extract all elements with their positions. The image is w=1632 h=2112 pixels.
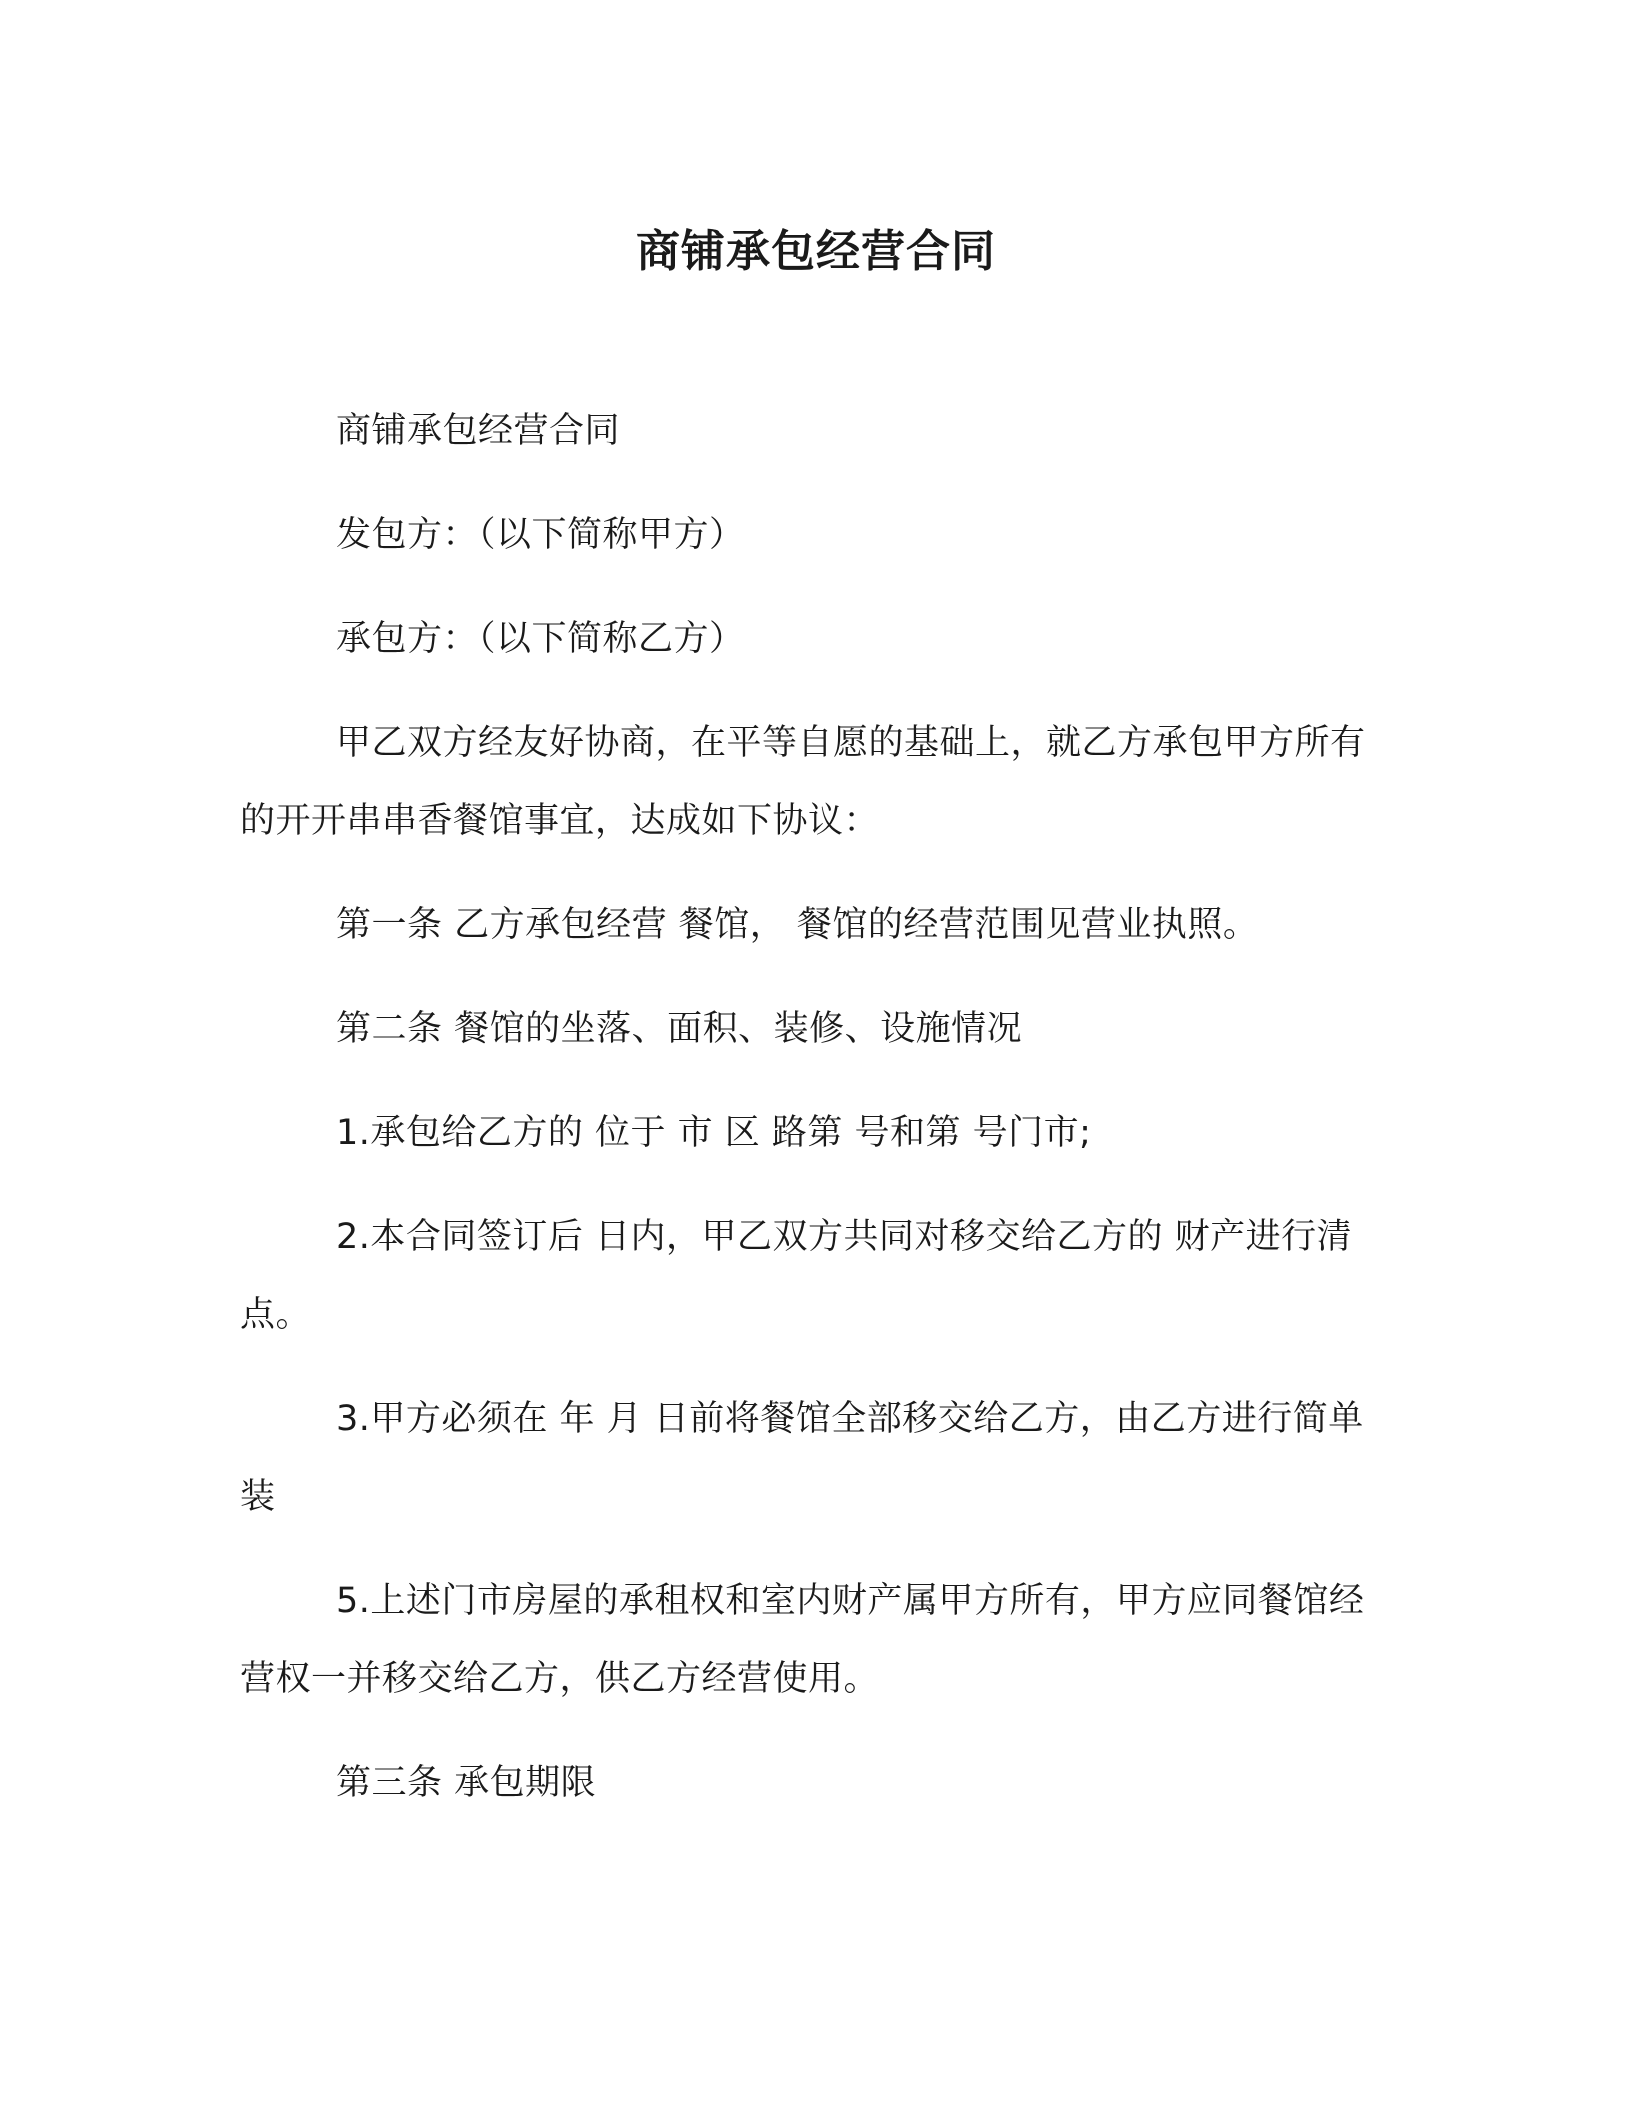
- document-title: 商铺承包经营合同: [636, 226, 996, 277]
- paragraph-article-3: 第三条 承包期限: [336, 1763, 597, 1803]
- paragraph-clause-3: 3.甲方必须在 年 月 日前将餐馆全部移交给乙方，由乙方进行简单装: [240, 1399, 1364, 1517]
- paragraph-article-1: 第一条 乙方承包经营 餐馆， 餐馆的经营范围见营业执照。: [336, 905, 1259, 945]
- paragraph-contractee: 承包方：（以下简称乙方）: [336, 619, 745, 659]
- paragraph-agreement-intro: 甲乙双方经友好协商，在平等自愿的基础上，就乙方承包甲方所有的开开串串香餐馆事宜，达成如下协议：: [240, 723, 1366, 841]
- document-body: [240, 392, 1390, 1848]
- paragraph-article-2: 第二条 餐馆的坐落、面积、装修、设施情况: [336, 1009, 1023, 1049]
- paragraph-clause-1: 1.承包给乙方的 位于 市 区 路第 号和第 号门市;: [336, 1113, 1092, 1153]
- paragraph-clause-5: 5.上述门市房屋的承租权和室内财产属甲方所有，甲方应同餐馆经营权一并移交给乙方，供乙方经营使用。: [240, 1581, 1365, 1699]
- paragraph-contractor: 发包方：（以下简称甲方）: [336, 515, 745, 555]
- paragraph-heading: 商铺承包经营合同: [336, 411, 621, 451]
- paragraph-clause-2: 2.本合同签订后 日内，甲乙双方共同对移交给乙方的 财产进行清点。: [240, 1217, 1353, 1335]
